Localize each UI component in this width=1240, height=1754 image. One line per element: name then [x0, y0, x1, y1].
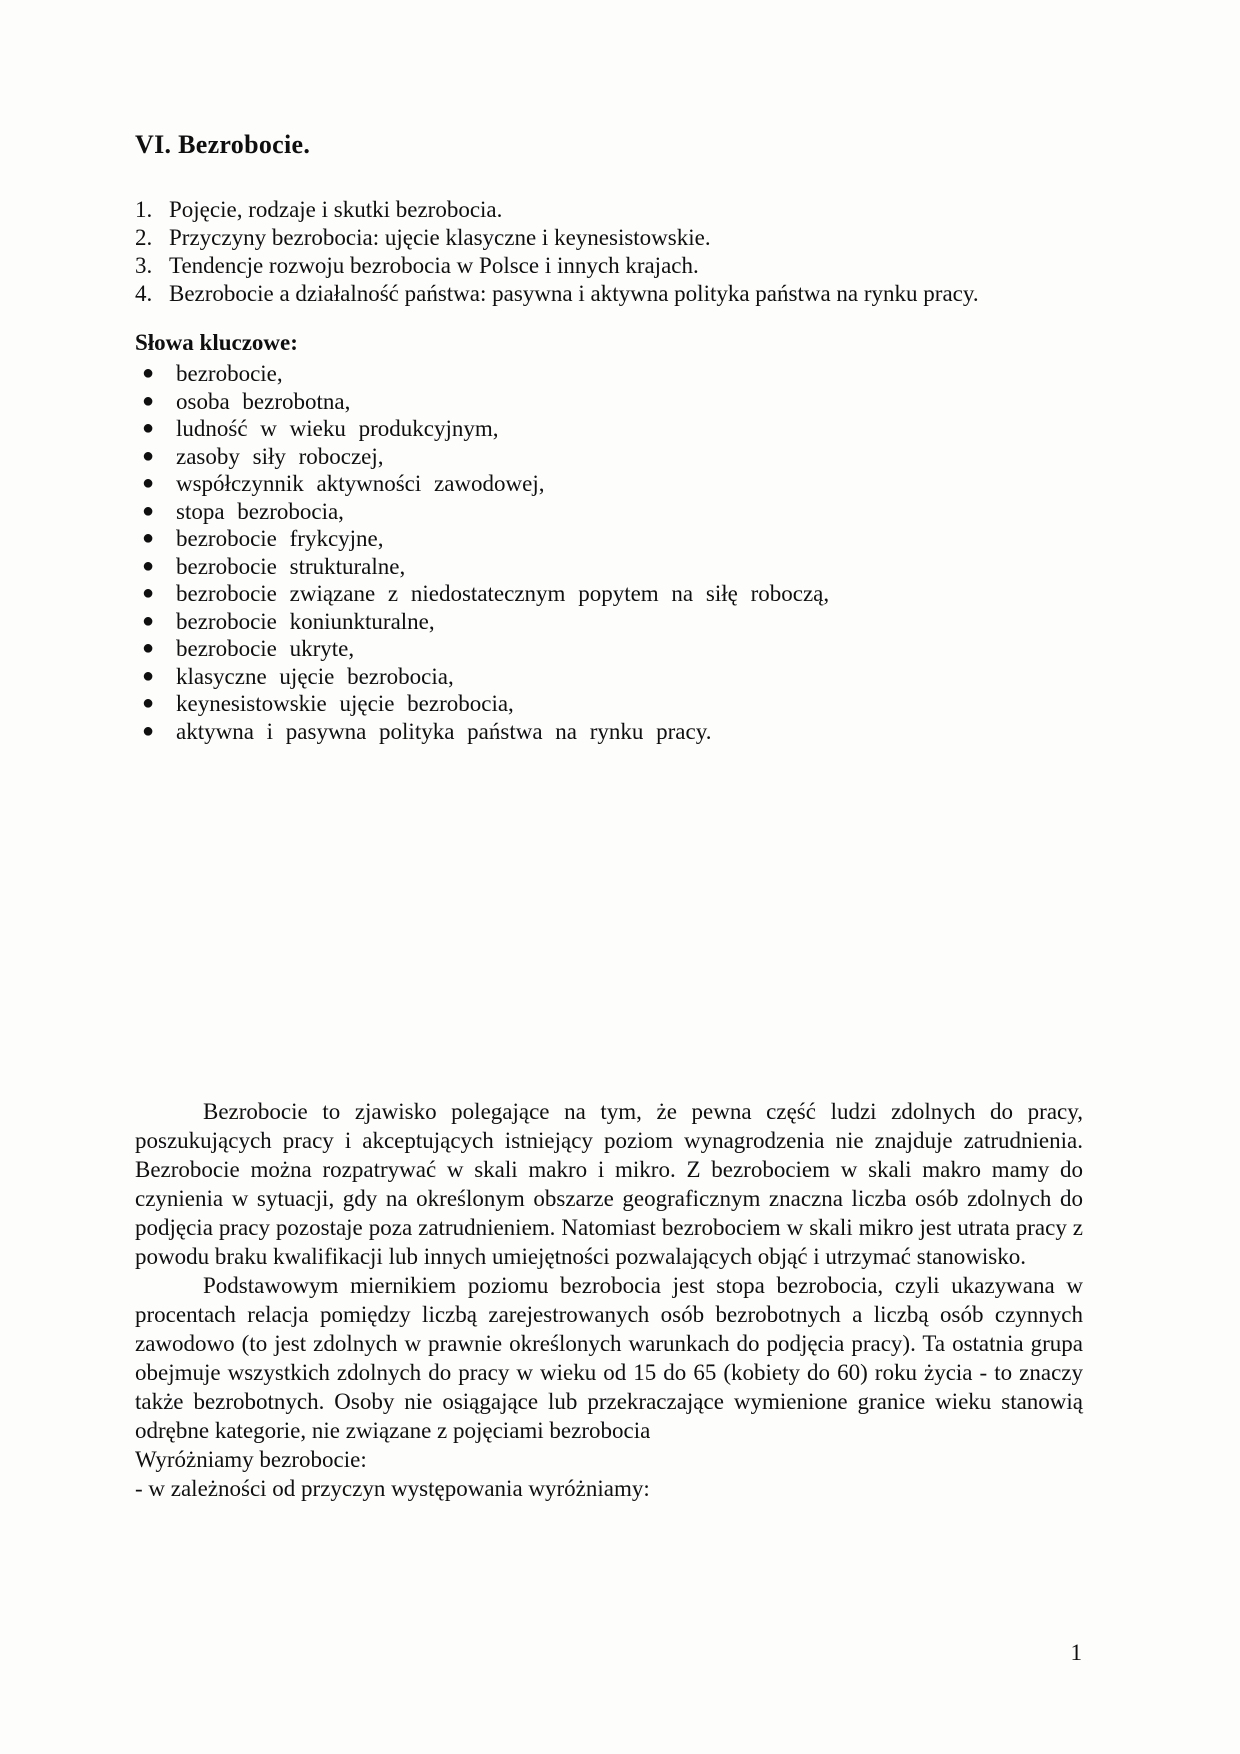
bullet-icon: ●: [142, 637, 155, 659]
keyword-item: [135, 525, 1083, 553]
bullet-icon: ●: [142, 609, 155, 632]
keyword-item: [135, 608, 1083, 636]
keywords-heading: Słowa kluczowe:: [135, 330, 298, 355]
outline-item: [135, 224, 1083, 252]
body-paragraph-unemployment-rate: Podstawowym miernikiem poziomu bezrobocia jest stopa bezrobocia, czyli ukazywana w procentach relacja pomiędzy liczbą zarejestrowanych osób bezrobotnych a liczbą osób czynnych zawodowo (to jest zdolnych w prawnie określonych warunkach do podjęcia pracy). Ta ostatnia grupa obejmuje wszystkich zdolnych do pracy w wieku od 15 do 65 (kobiety do 60) roku życia - to znaczy także bezrobotnych. Osoby nie osiągające lub przekraczające wymienione granice wieku stanowią odrębne kategorie, nie związane z pojęciami bezrobocia: [135, 1273, 1083, 1443]
keywords-list: [135, 360, 1083, 745]
outline-item: [135, 280, 1083, 308]
outline-item-number: 1.: [135, 197, 153, 222]
keyword-text: bezrobocie frykcyjne,: [176, 526, 384, 551]
bullet-icon: ●: [142, 582, 155, 604]
keyword-item: [135, 360, 1083, 388]
outline-item-text: Przyczyny bezrobocia: ujęcie klasyczne i keynesistowskie.: [169, 225, 711, 250]
keyword-text: osoba bezrobotna,: [176, 388, 351, 414]
keyword-item: [135, 580, 1083, 608]
bullet-icon: ●: [142, 692, 155, 714]
bullet-icon: ●: [142, 664, 155, 687]
bullet-icon: ●: [142, 499, 155, 522]
keyword-item: [135, 470, 1083, 498]
bullet-icon: ●: [142, 527, 155, 549]
bullet-icon: ●: [142, 554, 155, 577]
keyword-text: bezrobocie koniunkturalne,: [176, 608, 435, 634]
keyword-text: bezrobocie,: [176, 361, 283, 386]
outline-item-text: Pojęcie, rodzaje i skutki bezrobocia.: [169, 197, 503, 222]
document-content: [135, 130, 1083, 1503]
keyword-item: [135, 415, 1083, 443]
blank-gap: [135, 745, 1083, 1097]
bullet-icon: ●: [142, 444, 155, 467]
page-title: VI. Bezrobocie.: [135, 130, 311, 159]
outline-item: [135, 196, 1083, 224]
keyword-item: [135, 663, 1083, 691]
keyword-text: klasyczne ujęcie bezrobocia,: [176, 663, 454, 689]
outline-item: [135, 252, 1083, 280]
keyword-text: keynesistowskie ujęcie bezrobocia,: [176, 691, 514, 716]
body-line-classification: - w zależności od przyczyn występowania wyróżniamy:: [135, 1476, 650, 1501]
outline-item-text: Bezrobocie a działalność państwa: pasywna i aktywna polityka państwa na rynku pracy.: [169, 281, 979, 306]
keyword-text: zasoby siły roboczej,: [176, 443, 384, 469]
body-paragraph-definition: Bezrobocie to zjawisko polegające na tym, że pewna część ludzi zdolnych do pracy, poszukujących pracy i akceptujących istniejący poziom wynagrodzenia nie znajduje zatrudnienia. Bezrobocie można rozpatrywać w skali makro i mikro. Z bezrobociem w skali makro mamy do czynienia w sytuacji, gdy na określonym obszarze geograficznym znaczna liczba osób zdolnych do podjęcia pracy pozostaje poza zatrudnieniem. Natomiast bezrobociem w skali mikro jest utrata pracy z powodu braku kwalifikacji lub innych umiejętności pozwalających objąć i utrzymać stanowisko.: [135, 1099, 1083, 1269]
page-number: 1: [1070, 1640, 1082, 1665]
keyword-text: stopa bezrobocia,: [176, 498, 344, 524]
bullet-icon: ●: [142, 389, 155, 412]
keyword-item: [135, 718, 1083, 746]
bullet-icon: ●: [142, 472, 155, 494]
keyword-item: [135, 690, 1083, 718]
keyword-text: bezrobocie ukryte,: [176, 636, 355, 661]
keyword-item: [135, 443, 1083, 471]
bullet-icon: ●: [142, 362, 155, 384]
outline-item-text: Tendencje rozwoju bezrobocia w Polsce i innych krajach.: [169, 253, 699, 278]
keyword-item: [135, 553, 1083, 581]
outline-item-number: 4.: [135, 281, 153, 306]
chapter-outline-list: [135, 196, 1083, 308]
keyword-text: aktywna i pasywna polityka państwa na rynku pracy.: [176, 718, 712, 744]
bullet-icon: ●: [142, 719, 155, 742]
keyword-text: ludność w wieku produkcyjnym,: [176, 416, 499, 441]
outline-item-number: 3.: [135, 253, 153, 278]
body-line-intro: Wyróżniamy bezrobocie:: [135, 1447, 367, 1472]
keyword-item: [135, 498, 1083, 526]
keyword-text: współczynnik aktywności zawodowej,: [176, 471, 545, 496]
keyword-item: [135, 388, 1083, 416]
keyword-text: bezrobocie strukturalne,: [176, 553, 406, 579]
outline-item-number: 2.: [135, 225, 153, 250]
bullet-icon: ●: [142, 417, 155, 439]
keyword-text: bezrobocie związane z niedostatecznym popytem na siłę roboczą,: [176, 581, 830, 606]
keyword-item: [135, 635, 1083, 663]
